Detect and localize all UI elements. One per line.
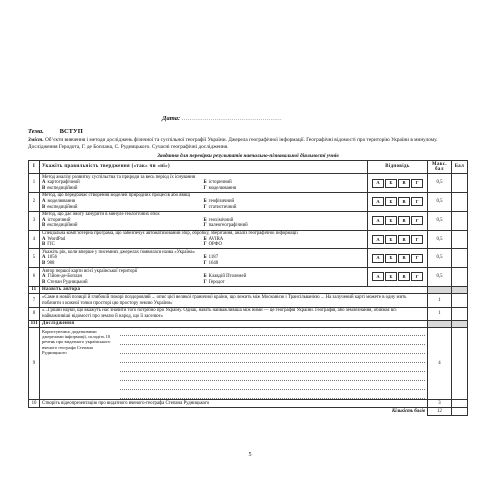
option-text: 988: [47, 261, 55, 266]
answer-choice-box[interactable]: В: [398, 254, 410, 263]
section-number: ІІІ: [29, 320, 40, 328]
quote-text: «...Грішні науки, що вкажуть нас значити того потрібно про Україну. Однак, навіть найважливіша між ними — це географія України. Географія, або землезнання, обіймає всі найважливіші відомості про землю й народ, що її заселює»: [40, 307, 428, 320]
topic-line: [28, 128, 83, 135]
content-label: Зміст.: [28, 137, 44, 143]
option-text: Клавдій Птолемей: [208, 274, 247, 280]
answer-choice-box[interactable]: Б: [385, 235, 397, 244]
answer-choice-box[interactable]: В: [398, 235, 410, 244]
answer-options: [42, 255, 365, 266]
answer-choice-box[interactable]: А: [372, 197, 384, 206]
max-score: 0,5: [428, 268, 452, 287]
max-score: 0,5: [428, 230, 452, 249]
answer-option: [204, 186, 366, 192]
answer-line[interactable]: [120, 357, 425, 363]
option-letter: Г: [203, 204, 207, 210]
option-text: Степан Рудницький: [47, 279, 88, 285]
total-score-cell[interactable]: [452, 408, 468, 416]
option-text: 1187: [208, 255, 219, 261]
content-description: [28, 137, 468, 151]
answer-option: [204, 205, 366, 211]
section-title: Назвіть автора: [40, 286, 428, 294]
score-cell[interactable]: [452, 192, 468, 211]
answer-choice-boxes: [370, 272, 425, 281]
answer-option: [42, 242, 204, 248]
answer-choice-box[interactable]: Г: [411, 254, 423, 263]
answer-cell: [368, 211, 428, 230]
section-title: Дослідження: [40, 320, 428, 328]
answer-choice-box[interactable]: Б: [385, 254, 397, 263]
question-row: [29, 400, 468, 408]
answer-option: [204, 261, 366, 267]
option-letter: В: [42, 223, 46, 229]
content-text: Об’єкти вивчення і методи досліджень фізичної та суспільної географії України. Джерела географічної інформації. Географічні відомості про територію України в минулому. Дослідження Геродота, Г. де Боплана, С. Рудницького. Сучасні географічні дослідження.: [28, 137, 438, 150]
option-text: ГІС: [47, 242, 55, 248]
section-number: ІІ: [29, 286, 40, 294]
answer-choice-box[interactable]: В: [398, 216, 410, 225]
option-text: моделювання: [208, 185, 237, 191]
option-text: WordPad: [47, 236, 66, 242]
option-letter: Г: [203, 261, 207, 266]
option-text: статистичний: [208, 204, 237, 210]
quote-text: «Саме в новій позиції й глибокій покорі поздоровляй ... опис цієї великої граничної країни, що лежить між Московією і Трансільванією ... На залучений карті можете в одну мить побачити з кожної точки просторі цю простору землю України»: [40, 294, 428, 307]
section-header-row: [29, 161, 468, 174]
tasks-heading: Завдання для перевірки результатів навчально-пізнавальної діяльності учнів: [157, 153, 339, 159]
score-cell[interactable]: [452, 294, 468, 307]
question-row: [29, 307, 468, 320]
answer-cell: [368, 192, 428, 211]
page-number: 5: [248, 452, 252, 458]
option-letter: Б: [203, 255, 207, 261]
score-cell[interactable]: [452, 249, 468, 268]
max-score: 0,5: [428, 174, 452, 193]
task-text: Створіть відеопрезентацію про видатного вченого-географа Степана Рудницького: [40, 400, 428, 408]
answer-choice-boxes: [370, 235, 425, 244]
points-column-header: Бал: [452, 161, 468, 174]
option-letter: Б: [203, 236, 207, 242]
answer-choice-box[interactable]: В: [398, 272, 410, 281]
question-number: 5: [29, 249, 40, 268]
answer-choice-box[interactable]: А: [372, 235, 384, 244]
option-text: експедиційний: [47, 185, 78, 191]
answer-options: [42, 237, 365, 248]
answer-options: [42, 180, 365, 191]
question-cell: [40, 230, 368, 249]
max-score: 1: [428, 294, 452, 307]
answer-choice-box[interactable]: А: [372, 272, 384, 281]
option-letter: В: [42, 279, 46, 285]
answer-lines[interactable]: [120, 329, 425, 399]
question-number: 8: [29, 307, 40, 320]
question-number: 6: [29, 268, 40, 287]
question-row: [29, 268, 468, 287]
option-text: геофізичний: [208, 199, 235, 205]
answer-choice-boxes: [370, 254, 425, 263]
question-row: [29, 192, 468, 211]
research-task-text: Користуючись додатковими джерелами інформації, складіть 10 речень про видатного українського вченого географа Степана Рудницького: [42, 328, 111, 355]
question-cell: [40, 268, 368, 287]
max-score: 0,5: [428, 192, 452, 211]
answer-line[interactable]: [120, 393, 425, 399]
section-number: І: [29, 161, 40, 174]
option-text: експедиційний: [47, 223, 78, 229]
option-letter: А: [42, 180, 46, 186]
question-number: 3: [29, 211, 40, 230]
answer-choice-box[interactable]: Б: [385, 216, 397, 225]
total-label: Кількість балів: [392, 408, 425, 414]
max-score: 1: [428, 307, 452, 320]
question-number: 4: [29, 230, 40, 249]
answer-option: [42, 280, 204, 286]
option-letter: А: [42, 199, 46, 205]
answer-cell: [368, 249, 428, 268]
answer-line[interactable]: [120, 348, 425, 354]
topic-label: Тема.: [28, 128, 44, 135]
option-text: моделювання: [47, 199, 75, 205]
answer-line[interactable]: [120, 366, 425, 372]
option-text: картографічний: [47, 180, 80, 186]
answer-choice-box[interactable]: Г: [411, 272, 423, 281]
max-score-column-header: Макс. бал: [428, 161, 452, 174]
score-cell[interactable]: [452, 174, 468, 193]
answer-options: [42, 218, 365, 229]
option-text: експедиційний: [47, 204, 78, 210]
answer-option: [42, 223, 204, 229]
question-row: [29, 174, 468, 193]
answer-choice-box[interactable]: А: [372, 216, 384, 225]
option-text: AVIRA: [208, 236, 224, 242]
answer-line[interactable]: [120, 375, 425, 381]
score-cell[interactable]: [452, 400, 468, 408]
answer-option: [42, 205, 204, 211]
section-title: Укажіть правильність твердження («так» чи «ні»): [40, 161, 368, 174]
total-value: 12: [428, 408, 452, 416]
max-score: 3: [428, 400, 452, 408]
answer-option: [204, 280, 366, 286]
question-number: 7: [29, 294, 40, 307]
answer-choice-box[interactable]: Г: [411, 197, 423, 206]
topic-value: ВСТУП: [59, 128, 83, 135]
answer-line[interactable]: [120, 384, 425, 390]
question-row: [29, 328, 468, 400]
answer-cell: [368, 268, 428, 287]
option-letter: А: [42, 255, 46, 261]
score-cell[interactable]: [452, 328, 468, 400]
option-text: Гійом-де-Боплан: [47, 274, 83, 280]
tasks-table: [28, 160, 468, 416]
answer-choice-box[interactable]: Б: [385, 272, 397, 281]
option-letter: Г: [203, 223, 207, 229]
option-text: історичний: [47, 217, 71, 223]
shaded-cell: [428, 320, 452, 328]
max-score: 4: [428, 328, 452, 400]
answer-line[interactable]: [120, 339, 425, 345]
research-task: [42, 329, 425, 399]
option-letter: В: [42, 242, 46, 248]
question-row: [29, 230, 468, 249]
option-letter: Г: [203, 242, 207, 248]
option-letter: А: [42, 217, 46, 223]
answer-cell: [368, 230, 428, 249]
answer-choice-box[interactable]: Б: [385, 179, 397, 188]
option-letter: Б: [203, 274, 207, 280]
question-text: Спеціальна комп’ютерна програма, що забезпечує автоматизований збір, обробку, зберігання, аналіз географічної інформації: [42, 231, 298, 237]
answer-choice-box[interactable]: Г: [411, 235, 423, 244]
question-number: 1: [29, 174, 40, 193]
date-label: Дата:: [162, 115, 181, 122]
option-text: Геродот: [208, 279, 225, 285]
date-fill-line: ....................................................: [181, 115, 282, 122]
question-number: 2: [29, 192, 40, 211]
answer-choice-box[interactable]: В: [398, 197, 410, 206]
answer-column-header: Відповідь: [368, 161, 428, 174]
max-score: 0,5: [428, 249, 452, 268]
date-line: [162, 115, 282, 122]
question-number: 9: [29, 328, 40, 400]
score-cell[interactable]: [452, 211, 468, 230]
answer-options: [42, 199, 365, 210]
answer-option: [204, 223, 366, 229]
answer-choice-boxes: [370, 216, 425, 225]
answer-choice-box[interactable]: А: [372, 254, 384, 263]
question-text: Укажіть рік, коли вперше у писемних джерелах появилася назва «Україна»: [42, 249, 195, 255]
option-text: 1056: [47, 255, 58, 261]
answer-option: [42, 261, 204, 267]
option-text: ОРФО: [208, 242, 222, 248]
option-text: 1648: [208, 261, 219, 266]
shaded-cell: [452, 320, 468, 328]
question-row: [29, 211, 468, 230]
question-cell: [40, 249, 368, 268]
question-cell: [40, 211, 368, 230]
option-letter: Б: [203, 199, 207, 205]
shaded-cell: [452, 286, 468, 294]
question-text: Автор першої карти всієї української території: [42, 268, 138, 274]
answer-option: [42, 186, 204, 192]
research-task-cell: [40, 328, 428, 400]
option-letter: В: [42, 261, 46, 266]
question-text: Метод, що передбачає створення моделей природних процесів або явищ: [42, 193, 190, 199]
section-header-row: [29, 286, 468, 294]
question-row: [29, 294, 468, 307]
question-text: Метод, що дає змогу занурити в минуле геологічних епох: [42, 212, 160, 218]
question-row: [29, 249, 468, 268]
option-letter: А: [42, 274, 46, 280]
score-cell[interactable]: [452, 307, 468, 320]
option-letter: А: [42, 236, 46, 242]
option-letter: Б: [203, 217, 207, 223]
option-text: історичний: [208, 180, 232, 186]
option-text: палеогеографічний: [208, 223, 248, 229]
answer-cell: [368, 174, 428, 193]
option-letter: В: [42, 204, 46, 210]
total-row: [29, 408, 468, 416]
answer-choice-boxes: [370, 197, 425, 206]
option-letter: Б: [203, 180, 207, 186]
answer-choice-box[interactable]: Г: [411, 216, 423, 225]
option-letter: Г: [203, 279, 207, 285]
shaded-cell: [428, 286, 452, 294]
answer-choice-box[interactable]: А: [372, 179, 384, 188]
score-cell[interactable]: [452, 230, 468, 249]
answer-choice-box[interactable]: Б: [385, 197, 397, 206]
answer-line[interactable]: [120, 330, 425, 336]
option-letter: Г: [203, 185, 207, 191]
question-number: 10: [29, 400, 40, 408]
question-text: Метод аналізу розвитку суспільства та природи за весь період їх існування: [42, 174, 196, 180]
option-letter: В: [42, 185, 46, 191]
answer-choice-box[interactable]: Г: [411, 179, 423, 188]
answer-choice-boxes: [370, 179, 425, 188]
question-cell: [40, 192, 368, 211]
score-cell[interactable]: [452, 268, 468, 287]
question-cell: [40, 174, 368, 193]
max-score: 0,5: [428, 211, 452, 230]
answer-choice-box[interactable]: В: [398, 179, 410, 188]
section-header-row: [29, 320, 468, 328]
option-text: геохімічний: [208, 217, 234, 223]
answer-options: [42, 274, 365, 285]
answer-option: [204, 242, 366, 248]
